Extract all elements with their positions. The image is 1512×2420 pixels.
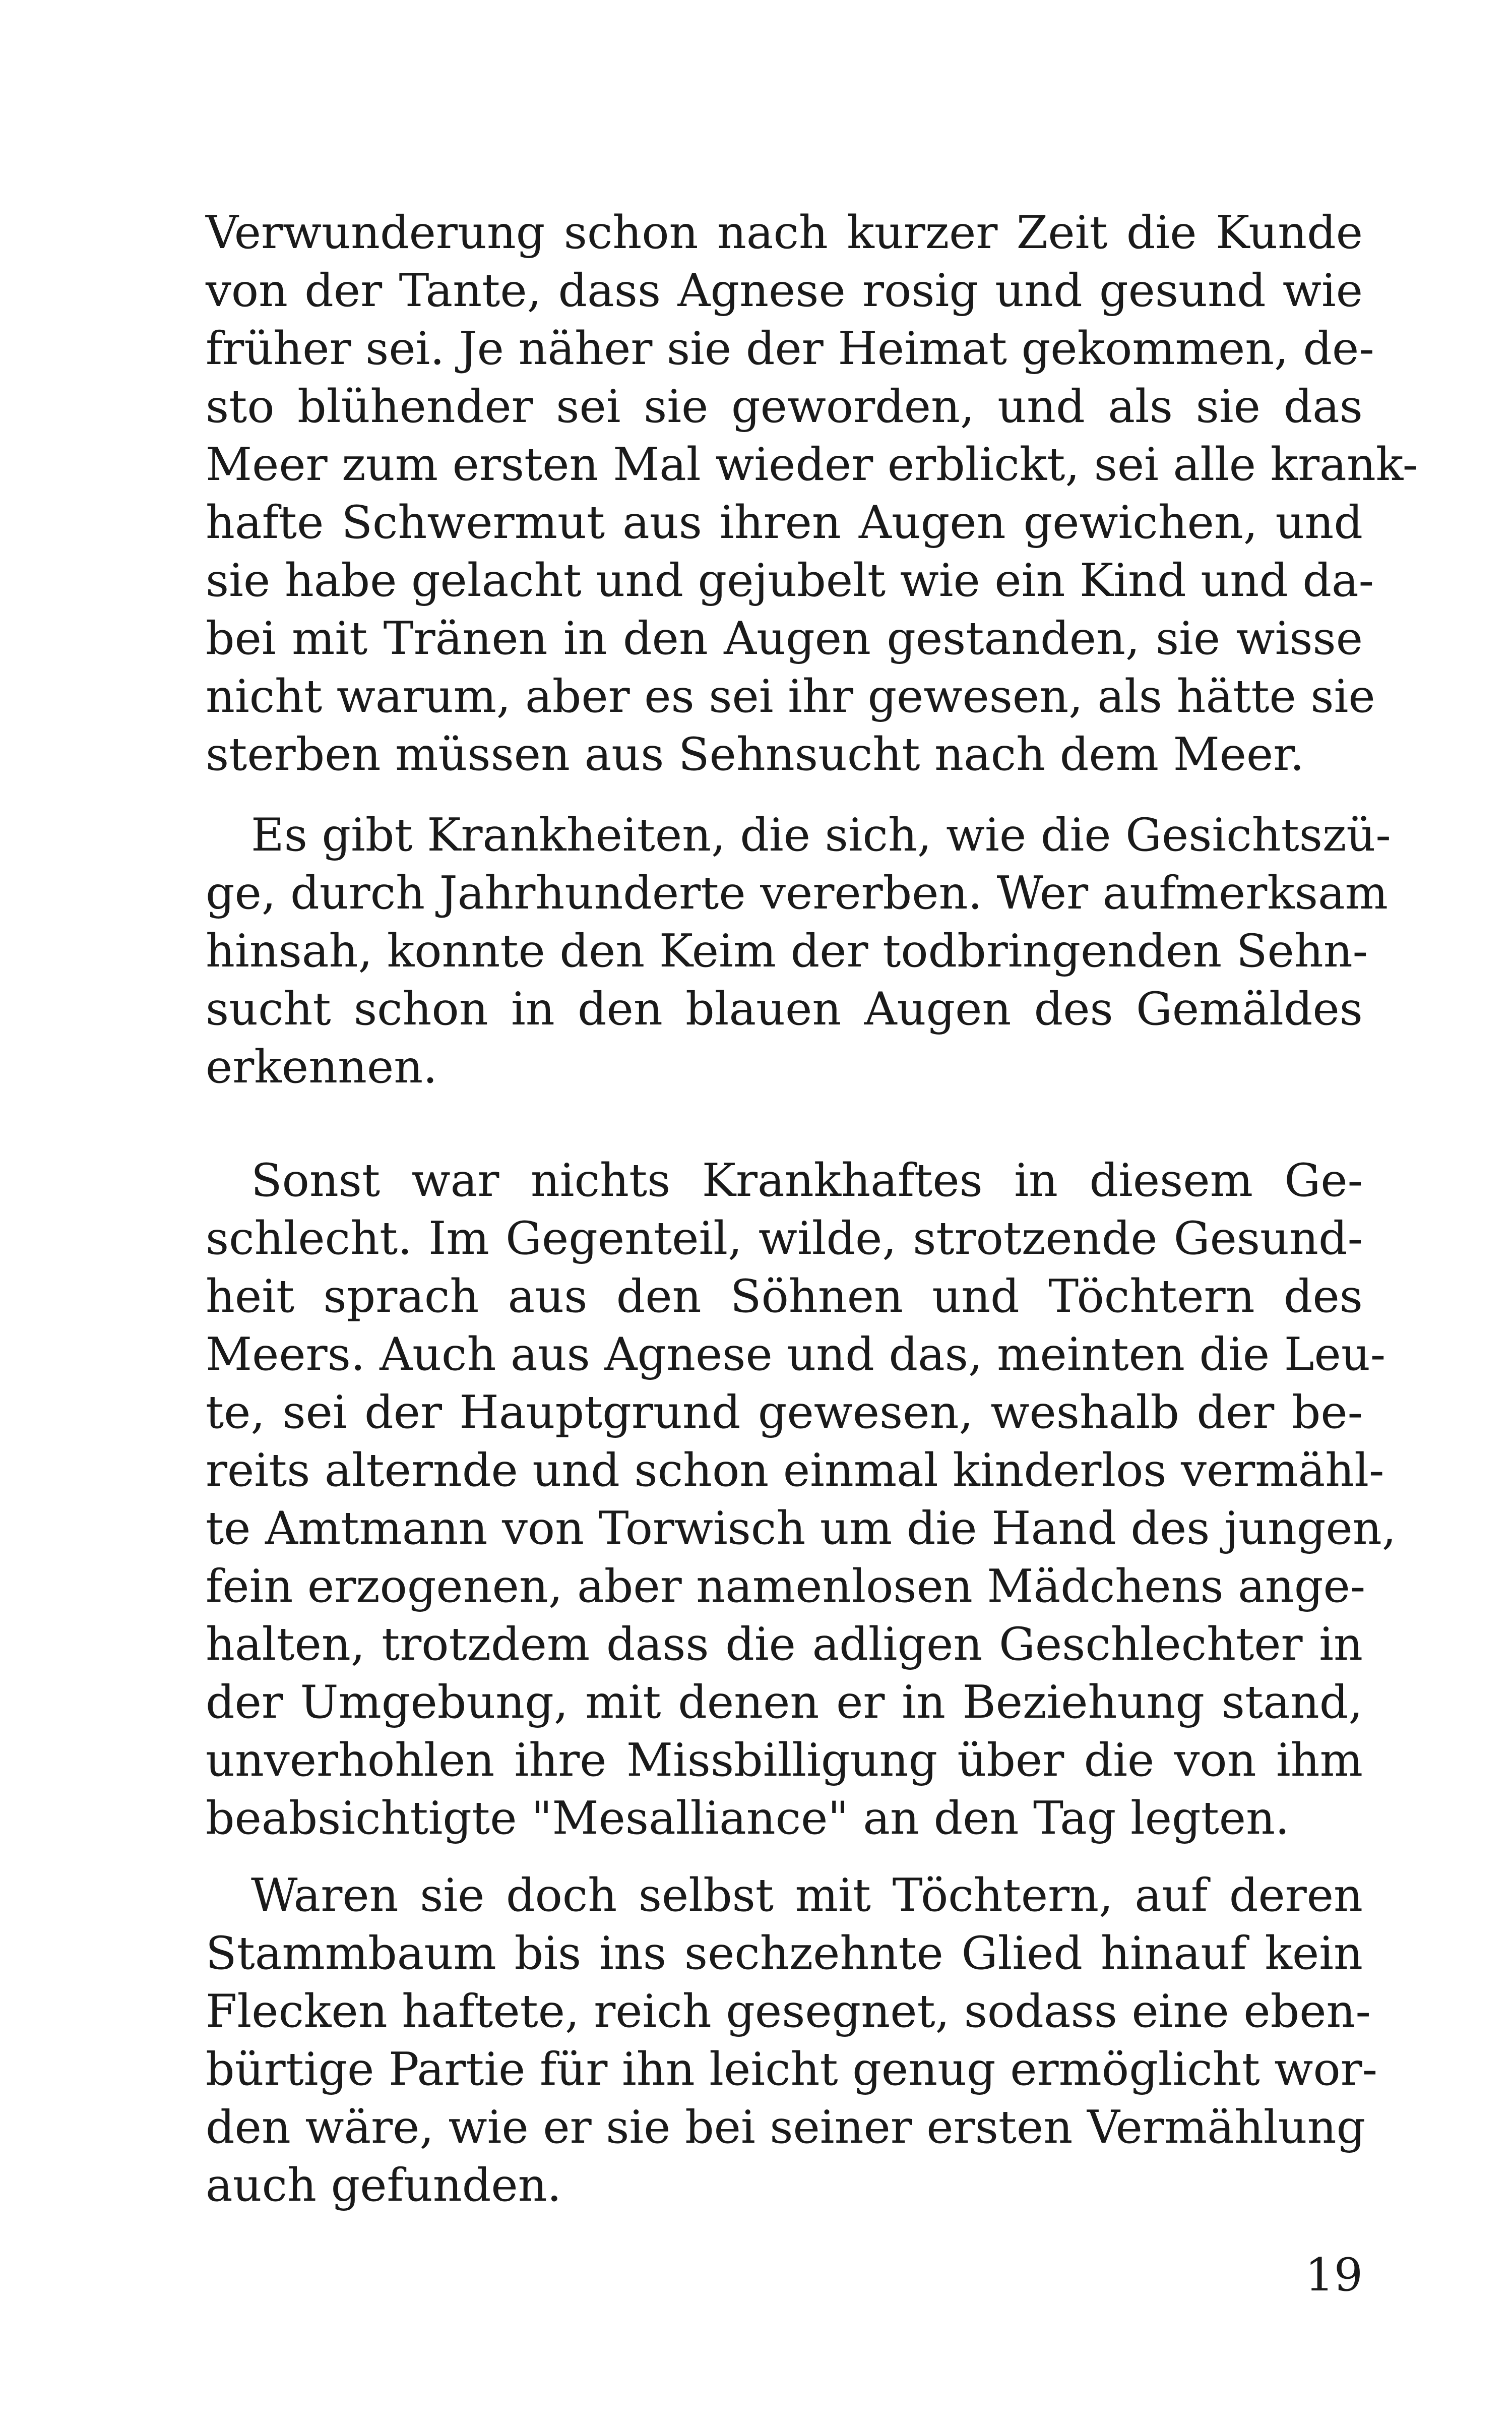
text-line: auch gefunden. xyxy=(206,2159,562,2212)
page-number: 19 xyxy=(1305,2249,1363,2302)
paragraph-2 xyxy=(206,806,1391,1096)
text-line: heit sprach aus den Söhnen und Töchtern des xyxy=(206,1270,1363,1323)
paragraph-4 xyxy=(206,1866,1378,2214)
paragraph-1 xyxy=(206,204,1418,783)
text-line: sucht schon in den blauen Augen des Gemäldes xyxy=(206,983,1363,1036)
text-line: sie habe gelacht und gejubelt wie ein Kind und da- xyxy=(206,554,1374,607)
text-line: beabsichtigte "Mesalliance" an den Tag legten. xyxy=(206,1792,1290,1845)
text-line: unverhohlen ihre Missbilligung über die von ihm xyxy=(206,1734,1363,1787)
text-line: Sonst war nichts Krankhaftes in diesem Ge- xyxy=(251,1154,1363,1207)
paragraph-3 xyxy=(206,1152,1397,1847)
text-line: schlecht. Im Gegenteil, wilde, strotzende Gesund- xyxy=(206,1212,1363,1265)
text-line: te, sei der Hauptgrund gewesen, weshalb der be- xyxy=(206,1386,1363,1439)
text-line: sterben müssen aus Sehnsucht nach dem Meer. xyxy=(206,728,1304,781)
text-line: Flecken haftete, reich gesegnet, sodass eine eben- xyxy=(206,1985,1371,2038)
text-line: fein erzogenen, aber namenlosen Mädchens ange- xyxy=(206,1560,1366,1613)
text-line: früher sei. Je näher sie der Heimat gekommen, de- xyxy=(206,322,1374,375)
text-line: Verwunderung schon nach kurzer Zeit die Kunde xyxy=(206,206,1363,259)
text-line: Waren sie doch selbst mit Töchtern, auf deren xyxy=(251,1869,1363,1922)
text-line: hafte Schwermut aus ihren Augen gewichen, und xyxy=(206,496,1363,549)
text-line: Meers. Auch aus Agnese und das, meinten die Leu- xyxy=(206,1328,1386,1381)
text-line: ge, durch Jahrhunderte vererben. Wer aufmerksam xyxy=(206,867,1389,920)
text-line: erkennen. xyxy=(206,1041,437,1094)
text-line: sto blühender sei sie geworden, und als sie das xyxy=(206,380,1363,433)
text-line: bei mit Tränen in den Augen gestanden, sie wisse xyxy=(206,612,1363,665)
text-line: Meer zum ersten Mal wieder erblickt, sei alle krank- xyxy=(206,438,1418,491)
text-line: nicht warum, aber es sei ihr gewesen, als hätte sie xyxy=(206,670,1375,723)
text-line: von der Tante, dass Agnese rosig und gesund wie xyxy=(206,264,1363,317)
text-line: hinsah, konnte den Keim der todbringenden Sehn- xyxy=(206,925,1368,978)
text-line: bürtige Partie für ihn leicht genug ermöglicht wor- xyxy=(206,2043,1378,2096)
text-line: reits alternde und schon einmal kinderlos vermähl- xyxy=(206,1444,1384,1497)
text-line: te Amtmann von Torwisch um die Hand des jungen, xyxy=(206,1502,1397,1555)
text-line: halten, trotzdem dass die adligen Geschlechter in xyxy=(206,1618,1363,1671)
text-line: Es gibt Krankheiten, die sich, wie die Gesichtszü- xyxy=(251,809,1391,862)
text-line: Stammbaum bis ins sechzehnte Glied hinauf kein xyxy=(206,1927,1363,1980)
text-line: der Umgebung, mit denen er in Beziehung stand, xyxy=(206,1676,1363,1729)
text-line: den wäre, wie er sie bei seiner ersten Vermählung xyxy=(206,2101,1366,2154)
